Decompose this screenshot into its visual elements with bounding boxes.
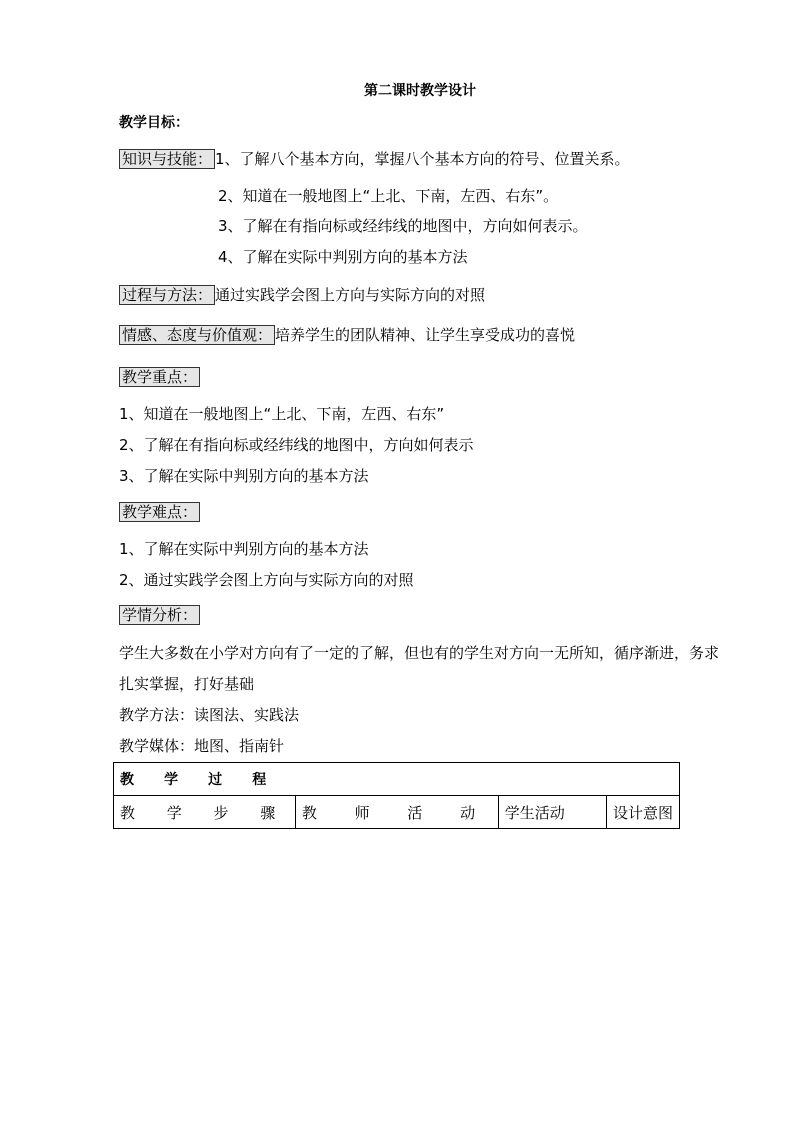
difficulty-2: 2、通过实践学会图上方向与实际方向的对照 <box>119 571 414 589</box>
emotion-label: 情感、态度与价值观： <box>119 325 275 345</box>
knowledge-label: 知识与技能： <box>119 149 215 169</box>
table-header-row <box>114 763 680 796</box>
table-row <box>114 796 680 829</box>
process-row <box>119 285 485 305</box>
process-text: 通过实践学会图上方向与实际方向的对照 <box>215 286 486 304</box>
objectives-heading: 教学目标： <box>119 115 189 131</box>
analysis-heading <box>119 605 200 625</box>
knowledge-item-4: 4、了解在实际中判别方向的基本方法 <box>218 248 468 266</box>
knowledge-row <box>119 149 630 169</box>
emotion-text: 培养学生的团队精神、让学生享受成功的喜悦 <box>275 326 576 344</box>
key-point-3: 3、了解在实际中判别方向的基本方法 <box>119 467 369 485</box>
difficulties-heading <box>119 502 200 522</box>
emotion-row <box>119 325 575 345</box>
process-label: 过程与方法： <box>119 285 215 305</box>
column-steps: 教 学 步 骤 <box>114 796 296 829</box>
teaching-method: 教学方法：读图法、实践法 <box>119 706 300 724</box>
difficulties-label: 教学难点： <box>119 502 200 522</box>
knowledge-item-2: 2、知道在一般地图上“上北、下南，左西、右东”。 <box>218 187 559 205</box>
column-design-intent: 设计意图 <box>606 796 679 829</box>
column-student-activity: 学生活动 <box>498 796 606 829</box>
document-title: 第二课时教学设计 <box>364 83 476 99</box>
column-teacher-activity: 教 师 活 动 <box>295 796 498 829</box>
teaching-process-table <box>113 762 680 829</box>
knowledge-item-1: 1、了解八个基本方向，掌握八个基本方向的符号、位置关系。 <box>215 150 630 168</box>
table-header-cell: 教 学 过 程 <box>114 763 680 796</box>
key-point-2: 2、了解在有指向标或经纬线的地图中，方向如何表示 <box>119 436 474 454</box>
key-points-heading <box>119 367 200 387</box>
key-point-1: 1、知道在一般地图上“上北、下南，左西、右东” <box>119 405 445 423</box>
key-points-label: 教学重点： <box>119 367 200 387</box>
analysis-label: 学情分析： <box>119 605 200 625</box>
teaching-media: 教学媒体：地图、指南针 <box>119 737 285 755</box>
difficulty-1: 1、了解在实际中判别方向的基本方法 <box>119 540 369 558</box>
knowledge-item-3: 3、了解在有指向标或经纬线的地图中，方向如何表示。 <box>218 217 588 235</box>
analysis-text: 学生大多数在小学对方向有了一定的了解，但也有的学生对方向一无所知，循序渐进，务求扎实掌握，打好基础 <box>119 644 720 693</box>
